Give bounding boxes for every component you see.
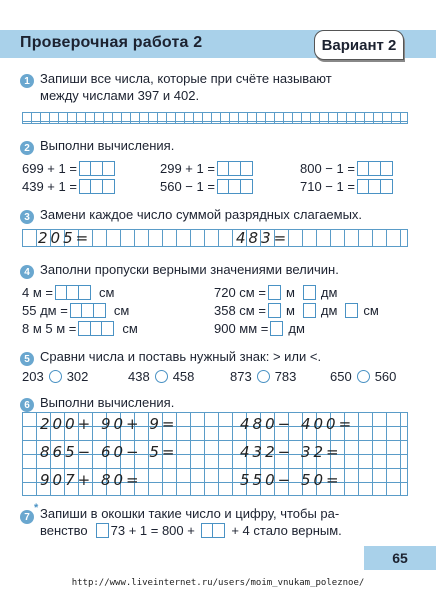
measure-text: 720 см = bbox=[214, 285, 266, 300]
task-number-5: 5 bbox=[20, 352, 34, 366]
measure-row-3-left bbox=[22, 321, 138, 336]
answer-box[interactable] bbox=[70, 303, 106, 318]
expression-4 bbox=[22, 179, 115, 194]
answer-box[interactable] bbox=[345, 303, 358, 318]
measure-row-1-left bbox=[22, 285, 114, 300]
expression-text: 699 + 1 = bbox=[22, 161, 77, 176]
handwritten-expression-2: 480− 400= bbox=[240, 415, 355, 433]
compare-pair-1 bbox=[22, 369, 88, 384]
compare-circle[interactable] bbox=[155, 370, 168, 383]
answer-box[interactable] bbox=[79, 161, 115, 176]
answer-box[interactable] bbox=[217, 161, 253, 176]
measure-row-2-right bbox=[214, 303, 379, 318]
compare-right: 302 bbox=[66, 369, 89, 384]
variant-tab: Вариант 2 bbox=[314, 30, 404, 60]
task-7-text-part: 73 + 1 = 800 + bbox=[110, 523, 195, 538]
expression-text: 560 − 1 = bbox=[160, 179, 215, 194]
compare-left: 203 bbox=[22, 369, 44, 384]
measure-text: 8 м 5 м = bbox=[22, 321, 77, 336]
expression-3 bbox=[300, 161, 393, 176]
unit-label: см bbox=[98, 285, 115, 300]
task-number-2: 2 bbox=[20, 141, 34, 155]
answer-box[interactable] bbox=[78, 321, 114, 336]
task-4-text: Заполни пропуски верными значениями величин. bbox=[40, 262, 339, 277]
challenge-star-icon: * bbox=[34, 502, 39, 514]
unit-label: дм bbox=[320, 303, 338, 318]
compare-left: 873 bbox=[230, 369, 252, 384]
handwritten-expression-1: 200+ 90+ 9= bbox=[40, 415, 178, 433]
compare-right: 560 bbox=[374, 369, 397, 384]
handwritten-number-1: 205= bbox=[38, 229, 92, 247]
expression-text: 800 − 1 = bbox=[300, 161, 355, 176]
answer-box[interactable] bbox=[79, 179, 115, 194]
task-number-4: 4 bbox=[20, 265, 34, 279]
handwritten-expression-3: 865− 60− 5= bbox=[40, 443, 178, 461]
expression-text: 299 + 1 = bbox=[160, 161, 215, 176]
answer-cells-task-1[interactable] bbox=[22, 112, 408, 124]
expression-6 bbox=[300, 179, 393, 194]
answer-box[interactable] bbox=[268, 303, 281, 318]
task-3-text: Замени каждое число суммой разрядных слагаемых. bbox=[40, 207, 363, 222]
answer-box[interactable] bbox=[357, 161, 393, 176]
page-title: Проверочная работа 2 bbox=[20, 34, 203, 51]
expression-2 bbox=[160, 161, 253, 176]
expression-text: 439 + 1 = bbox=[22, 179, 77, 194]
measure-text: 900 мм = bbox=[214, 321, 269, 336]
task-7-text-line2 bbox=[40, 523, 342, 538]
expression-text: 710 − 1 = bbox=[300, 179, 355, 194]
task-1-text-line2: между числами 397 и 402. bbox=[40, 88, 200, 103]
compare-circle[interactable] bbox=[357, 370, 370, 383]
source-url: http://www.liveinternet.ru/users/moim_vnukam_poleznoe/ bbox=[71, 578, 365, 588]
task-number-3: 3 bbox=[20, 210, 34, 224]
task-5-text: Сравни числа и поставь нужный знак: > или <. bbox=[40, 349, 322, 364]
answer-box[interactable] bbox=[55, 285, 91, 300]
measure-text: 4 м = bbox=[22, 285, 53, 300]
unit-label: дм bbox=[320, 285, 338, 300]
task-6-text: Выполни вычисления. bbox=[40, 395, 175, 410]
measure-text: 55 дм = bbox=[22, 303, 68, 318]
compare-right: 783 bbox=[274, 369, 297, 384]
measure-row-1-right bbox=[214, 285, 337, 300]
measure-row-3-right bbox=[214, 321, 305, 336]
task-1-text-line1: Запиши все числа, которые при счёте называют bbox=[40, 71, 332, 86]
handwritten-number-2: 483= bbox=[236, 229, 290, 247]
answer-box[interactable] bbox=[268, 285, 281, 300]
unit-label: см bbox=[113, 303, 130, 318]
answer-box[interactable] bbox=[201, 523, 226, 538]
expression-5 bbox=[160, 179, 253, 194]
handwritten-expression-5: 907+ 80= bbox=[40, 471, 142, 489]
handwritten-expression-6: 550− 50= bbox=[240, 471, 342, 489]
compare-circle[interactable] bbox=[49, 370, 62, 383]
compare-pair-2 bbox=[128, 369, 194, 384]
answer-box[interactable] bbox=[96, 523, 109, 538]
unit-label: м bbox=[285, 285, 295, 300]
answer-box[interactable] bbox=[217, 179, 253, 194]
compare-circle[interactable] bbox=[257, 370, 270, 383]
task-7-text-part: + 4 стало верным. bbox=[231, 523, 342, 538]
compare-right: 458 bbox=[172, 369, 195, 384]
unit-label: см bbox=[363, 303, 379, 318]
task-7-text-part: венство bbox=[40, 523, 88, 538]
unit-label: см bbox=[122, 321, 138, 336]
measure-text: 358 см = bbox=[214, 303, 266, 318]
task-number-6: 6 bbox=[20, 398, 34, 412]
measure-row-2-left bbox=[22, 303, 129, 318]
answer-box[interactable] bbox=[303, 285, 316, 300]
answer-box[interactable] bbox=[303, 303, 316, 318]
task-number-1: 1 bbox=[20, 74, 34, 88]
task-number-7: 7 bbox=[20, 510, 34, 524]
compare-pair-4 bbox=[330, 369, 396, 384]
handwritten-expression-4: 432− 32= bbox=[240, 443, 342, 461]
answer-box[interactable] bbox=[270, 321, 283, 336]
answer-box[interactable] bbox=[357, 179, 393, 194]
page-number: 65 bbox=[364, 546, 436, 570]
compare-left: 438 bbox=[128, 369, 150, 384]
task-7-text-line1: Запиши в окошки такие число и цифру, чтобы ра- bbox=[40, 506, 340, 521]
expression-1 bbox=[22, 161, 115, 176]
unit-label: м bbox=[285, 303, 295, 318]
compare-pair-3 bbox=[230, 369, 296, 384]
task-2-text: Выполни вычисления. bbox=[40, 138, 175, 153]
compare-left: 650 bbox=[330, 369, 352, 384]
unit-label: дм bbox=[288, 321, 305, 336]
